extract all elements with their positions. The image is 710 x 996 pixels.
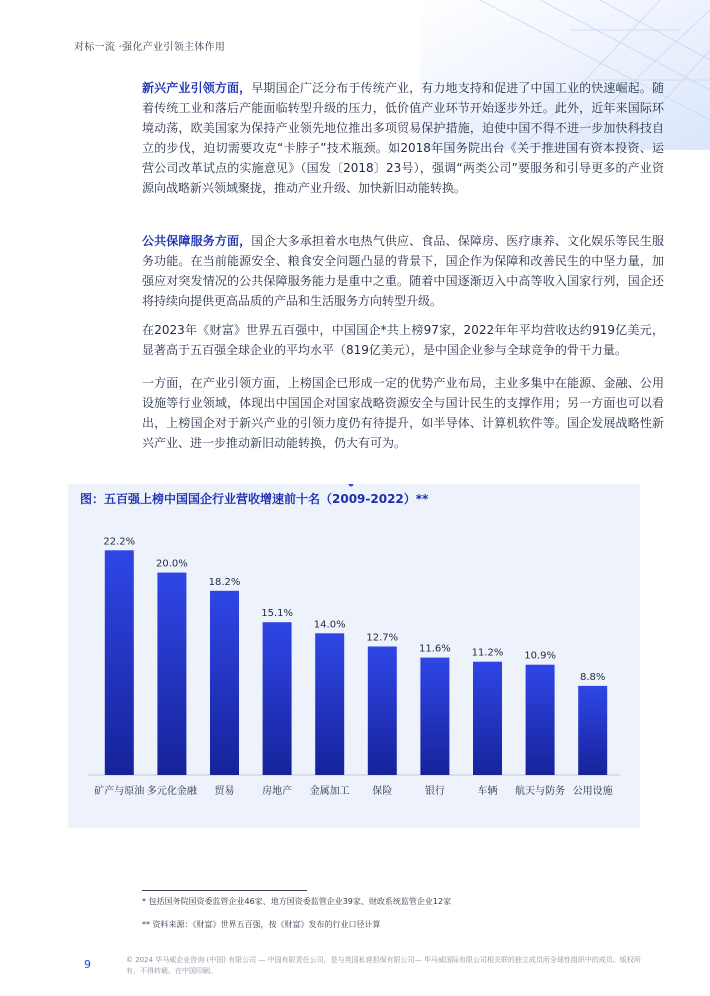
bar-5 bbox=[368, 647, 397, 776]
bar-1 bbox=[157, 573, 186, 775]
value-label-0: 22.2% bbox=[103, 536, 136, 548]
paragraph-public-services bbox=[142, 231, 664, 311]
value-label-1: 20.0% bbox=[156, 558, 188, 570]
chart-accent-dot bbox=[349, 484, 354, 487]
legal-notice: © 2024 毕马威企业咨询 (中国) 有限公司 — 中国有限责任公司，是与英国私营担保有限公司— 毕马威国际有限公司相关联的独立成员所全球性组织中的成员。版权所有，不得转载。在中国印刷。 bbox=[126, 956, 641, 975]
paragraph-lead: 公共保障服务方面， bbox=[142, 234, 252, 248]
bar-0 bbox=[105, 550, 134, 775]
value-label-2: 18.2% bbox=[208, 576, 241, 588]
category-label-6: 银行 bbox=[424, 786, 445, 797]
paragraph-fortune-500: 在2023年《财富》世界五百强中，中国国企*共上榜97家，2022年年平均营收达约919亿美元，显著高于五百强全球企业的平均水平（819亿美元），是中国企业参与全球竞争的骨干力量。 bbox=[142, 323, 664, 357]
bar-2 bbox=[210, 591, 239, 775]
category-label-0: 矿产与原油 bbox=[94, 786, 145, 797]
value-label-3: 15.1% bbox=[261, 608, 293, 620]
paragraph-text: 国企大多承担着水电热气供应、食品、保障房、医疗康养、文化娱乐等民生服务功能。在当前能源安全、粮食安全问题凸显的背景下，国企作为保障和改善民生的中坚力量，加强应对突发情况的公共保障服务能力是重中之重。随着中国逐渐迈入中高等收入国家行列，国企还将持续向提供更高品质的产品和生活服务方向转型升级。 bbox=[142, 234, 664, 308]
category-label-2: 贸易 bbox=[214, 786, 235, 797]
footnote-rule bbox=[142, 890, 307, 891]
value-label-9: 8.8% bbox=[579, 671, 606, 683]
bar-6 bbox=[420, 658, 449, 775]
bar-chart bbox=[68, 484, 640, 828]
category-label-8: 航天与防务 bbox=[515, 786, 566, 797]
paragraph-text: 早期国企广泛分布于传统产业，有力地支持和促进了中国工业的快速崛起。随着传统工业和落后产能面临转型升级的压力，低价值产业环节开始逐步外迁。此外，近年来国际环境动荡，欧美国家为保持产业领先地位推出多项贸易保护措施，迫使中国不得不进一步加快科技自立的步伐，迫切需要攻克“卡脖子”技术瓶颈。如2018年国务院出台《关于推进国有资本投资、运营公司改革试点的实施意见》（国发〔2018〕23号），强调“两类公司”要服务和引导更多的产业资源向战略新兴领域聚拢，推动产业升级、加快新旧动能转换。 bbox=[142, 81, 664, 195]
category-label-1: 多元化金融 bbox=[146, 786, 197, 797]
category-label-5: 保险 bbox=[372, 786, 393, 797]
paragraph-industry-layout: 一方面，在产业引领方面，上榜国企已形成一定的优势产业布局，主业多集中在能源、金融、公用设施等行业领域，体现出中国国企对国家战略资源安全与国计民生的支撑作用；另一方面也可以看出，上榜国企对于新兴产业的引领力度仍有待提升，如半导体、计算机软件等。国企发展战略性新兴产业、进一步推动新旧动能转换，仍大有可为。 bbox=[142, 376, 664, 450]
paragraph-emerging-industries bbox=[142, 78, 664, 198]
bar-9 bbox=[578, 686, 607, 775]
bar-7 bbox=[473, 662, 502, 775]
chart-title: 图：五百强上榜中国国企行业营收增速前十名（2009-2022）** bbox=[80, 492, 429, 506]
footnote-2: ** 资料来源：《财富》世界五百强，按《财富》发布的行业口径计算 bbox=[142, 920, 381, 929]
bar-4 bbox=[315, 633, 344, 775]
bar-3 bbox=[263, 622, 292, 775]
value-label-5: 12.7% bbox=[366, 632, 399, 644]
running-head: 对标一流 ·强化产业引领主体作用 bbox=[74, 42, 226, 53]
value-label-4: 14.0% bbox=[313, 619, 346, 631]
value-label-6: 11.6% bbox=[419, 643, 451, 655]
category-label-4: 金属加工 bbox=[309, 786, 350, 797]
category-label-7: 车辆 bbox=[477, 786, 498, 797]
footnote-1: * 包括国务院国资委监管企业46家、地方国资委监管企业39家、财政系统监管企业12家 bbox=[142, 897, 452, 906]
category-label-3: 房地产 bbox=[262, 786, 293, 797]
value-label-8: 10.9% bbox=[524, 650, 556, 662]
category-label-9: 公用设施 bbox=[572, 786, 613, 797]
value-label-7: 11.2% bbox=[471, 647, 504, 659]
bar-8 bbox=[526, 665, 555, 775]
page-number: 9 bbox=[84, 958, 91, 971]
paragraph-lead: 新兴产业引领方面， bbox=[142, 81, 252, 95]
